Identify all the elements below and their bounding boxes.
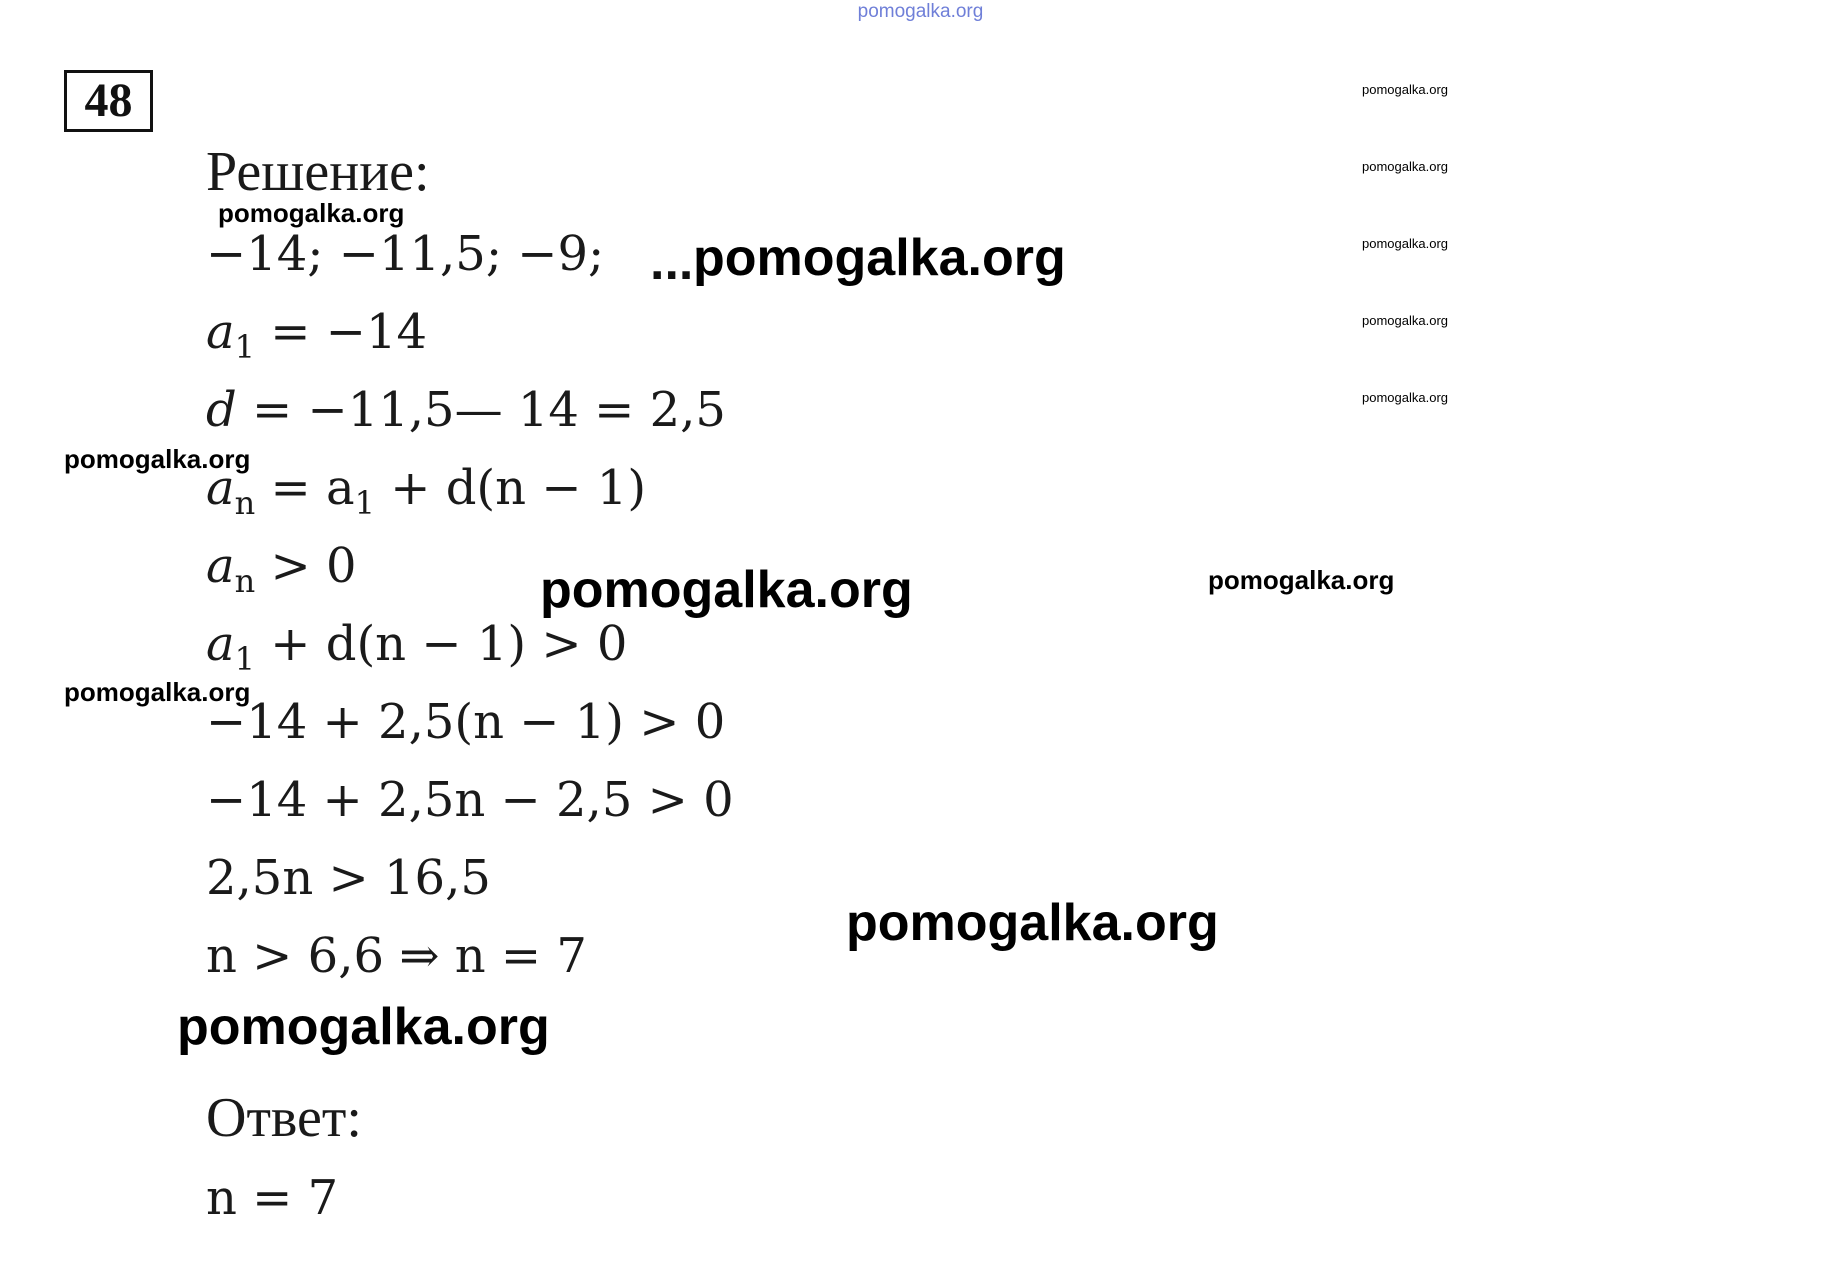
expression: = −14 xyxy=(254,304,428,360)
subscript: 1 xyxy=(354,484,375,522)
variable: a xyxy=(206,304,235,360)
result-line: n > 6,6 ⇒ n = 7 xyxy=(206,928,587,984)
expression: + d(n − 1) xyxy=(374,460,647,516)
watermark-small: pomogalka.org xyxy=(1208,565,1395,595)
variable: a xyxy=(206,616,235,672)
expression: = a xyxy=(255,460,355,516)
subscript: 1 xyxy=(234,328,255,366)
subscript: n xyxy=(234,484,256,522)
variable: d xyxy=(206,382,237,438)
watermark-tiny: pomogalka.org xyxy=(1362,390,1448,405)
condition-line xyxy=(206,534,357,598)
variable: a xyxy=(206,538,235,594)
watermark-large: pomogalka.org xyxy=(693,229,1066,287)
watermark-small: pomogalka.org xyxy=(64,444,251,474)
site-header-link[interactable]: pomogalka.org xyxy=(857,1,984,22)
watermark-large: pomogalka.org xyxy=(177,998,550,1056)
watermark-tiny: pomogalka.org xyxy=(1362,82,1448,97)
watermark-tiny: pomogalka.org xyxy=(1362,236,1448,251)
expanded-line: −14 + 2,5n − 2,5 > 0 xyxy=(206,772,734,828)
expression: = −11,5— 14 = 2,5 xyxy=(236,382,726,438)
sequence-line xyxy=(206,222,604,286)
answer-value: n = 7 xyxy=(206,1170,339,1226)
answer-heading: Ответ: xyxy=(206,1087,362,1149)
subscript: 1 xyxy=(234,640,255,678)
task-number-box: 48 xyxy=(64,70,153,132)
watermark-tiny: pomogalka.org xyxy=(1362,313,1448,328)
sequence-text: −14; −11,5; −9; xyxy=(206,226,605,282)
solution-heading: Решение: xyxy=(206,141,430,203)
difference-line xyxy=(206,378,726,442)
watermark-tiny: pomogalka.org xyxy=(1362,159,1448,174)
simplified-line: 2,5n > 16,5 xyxy=(206,850,491,906)
general-term-line xyxy=(206,456,646,520)
substitution-line: −14 + 2,5(n − 1) > 0 xyxy=(206,694,726,750)
expression: > 0 xyxy=(255,538,357,594)
watermark-small: pomogalka.org xyxy=(64,677,251,707)
inequality-line xyxy=(206,612,627,676)
expression: + d(n − 1) > 0 xyxy=(254,616,628,672)
variable: a xyxy=(206,460,235,516)
subscript: n xyxy=(234,562,256,600)
first-term-line xyxy=(206,300,427,364)
watermark-large: pomogalka.org xyxy=(846,894,1219,952)
watermark-large: pomogalka.org xyxy=(540,561,913,619)
sequence-ellipsis: ... xyxy=(650,233,694,291)
watermark-small: pomogalka.org xyxy=(218,198,405,228)
